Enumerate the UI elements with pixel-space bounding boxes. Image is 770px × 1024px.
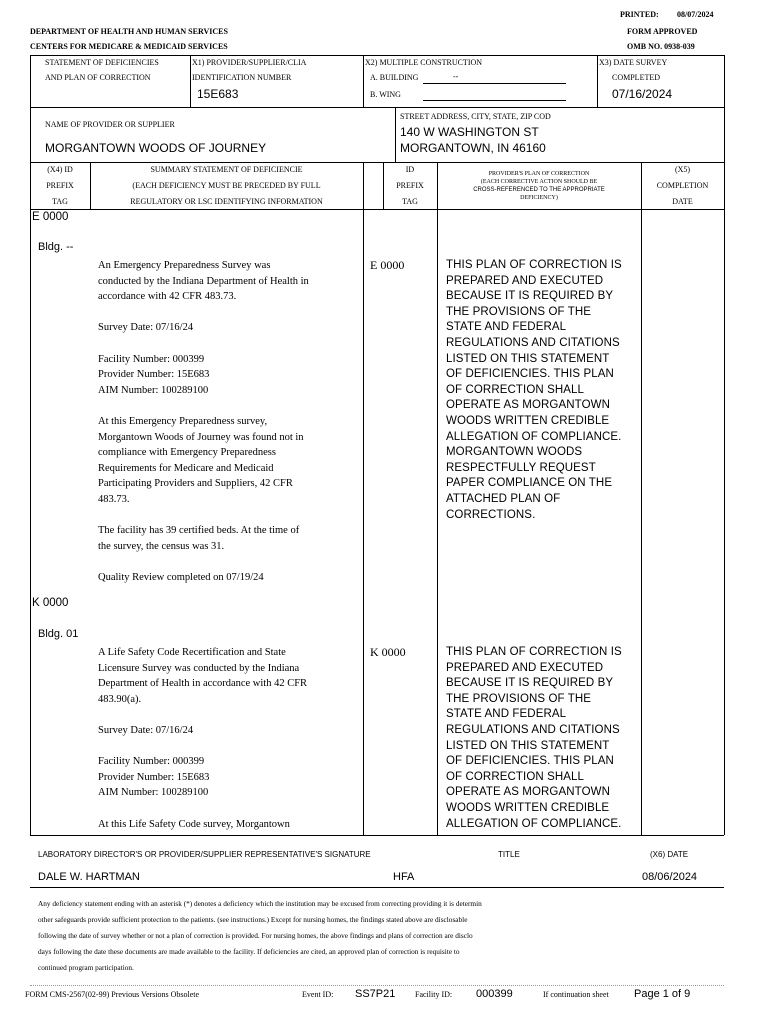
id-line2: PREFIX — [396, 181, 424, 190]
box4-line1: X3) DATE SURVEY — [599, 58, 668, 67]
box1-line1: STATEMENT OF DEFICIENCIES — [45, 58, 159, 67]
disclaimer — [38, 896, 728, 976]
text-line: ALLEGATION OF COMPLIANCE. — [446, 817, 622, 830]
form-number: FORM CMS-2567(02-99) Previous Versions Obsolete — [25, 990, 200, 999]
disclaimer-line: other safeguards provide sufficient protection to the patients. (see instructions.) Except for nursing homes, the findings stated above are disclosable — [38, 915, 468, 924]
e-id-tag: E 0000 — [370, 258, 405, 272]
city-state-zip: MORGANTOWN, IN 46160 — [400, 141, 546, 155]
printed-date: 08/07/2024 — [677, 10, 714, 19]
k-plan — [446, 645, 638, 832]
text-line: Provider Number: 15E683 — [98, 771, 210, 783]
text-line: WOODS WRITTEN CREDIBLE — [446, 414, 610, 427]
text-line: 483.90(a). — [98, 693, 142, 705]
text-line: The facility has 39 certified beds. At the time of — [98, 525, 300, 537]
k-id-tag: K 0000 — [370, 645, 406, 659]
text-line: OF CORRECTION SHALL — [446, 770, 585, 783]
text-line: conducted by the Indiana Department of Health in — [98, 275, 309, 287]
text-line: WOODS WRITTEN CREDIBLE — [446, 801, 610, 814]
provider-name-label: NAME OF PROVIDER OR SUPPLIER — [45, 120, 175, 129]
text-line: PREPARED AND EXECUTED — [446, 274, 604, 287]
text-line: PAPER COMPLIANCE ON THE — [446, 477, 613, 490]
summary-header-3: REGULATORY OR LSC IDENTIFYING INFORMATION — [130, 197, 323, 206]
box3-title: X2) MULTIPLE CONSTRUCTION — [365, 58, 483, 67]
facility-id-label: Facility ID: — [415, 990, 453, 999]
building-value: -- — [453, 72, 459, 81]
text-line: accordance with 42 CFR 483.73. — [98, 291, 237, 303]
text-line: CORRECTIONS. — [446, 508, 536, 521]
text-line — [98, 801, 360, 817]
e-tag: E 0000 — [32, 211, 69, 223]
page-number: Page 1 of 9 — [634, 988, 691, 1000]
text-line: PREPARED AND EXECUTED — [446, 661, 604, 674]
text-line — [98, 554, 360, 570]
disclaimer-line: following the date of survey whether or not a plan of correction is provided. For nursing homes, the above findings and plans of correction are disclo — [38, 931, 473, 940]
text-line: OPERATE AS MORGANTOWN — [446, 399, 610, 412]
text-line: OF DEFICIENCIES. THIS PLAN — [446, 368, 614, 381]
summary-header-2: (EACH DEFICIENCY MUST BE PRECEDED BY FULL — [132, 181, 321, 190]
text-line: REGULATIONS AND CITATIONS — [446, 723, 620, 736]
box2-line2: IDENTIFICATION NUMBER — [192, 73, 292, 82]
text-line: AIM Number: 100289100 — [98, 384, 209, 396]
building-label: A. BUILDING — [370, 73, 419, 82]
text-line: THIS PLAN OF CORRECTION IS — [446, 259, 622, 271]
text-line — [98, 508, 360, 524]
text-line: STATE AND FEDERAL — [446, 321, 567, 334]
text-line: BECAUSE IT IS REQUIRED BY — [446, 290, 614, 303]
text-line: 483.73. — [98, 493, 130, 505]
text-line — [98, 739, 360, 755]
text-line: RESPECTFULLY REQUEST — [446, 461, 596, 474]
text-line: At this Life Safety Code survey, Morgantown — [98, 818, 290, 830]
omb-number: OMB NO. 0938-039 — [627, 42, 695, 51]
signer-name: DALE W. HARTMAN — [38, 871, 140, 883]
text-line: Survey Date: 07/16/24 — [98, 322, 194, 334]
text-line: Facility Number: 000399 — [98, 353, 205, 365]
text-line: REGULATIONS AND CITATIONS — [446, 336, 620, 349]
text-line: THIS PLAN OF CORRECTION IS — [446, 646, 622, 658]
street-address: 140 W WASHINGTON ST — [400, 125, 539, 139]
continuation-label: If continuation sheet — [543, 990, 609, 999]
text-line: MORGANTOWN WOODS — [446, 446, 583, 459]
provider-name: MORGANTOWN WOODS OF JOURNEY — [45, 141, 267, 155]
plan-header-1: PROVIDER'S PLAN OF CORRECTION — [488, 171, 590, 177]
text-line: An Emergency Preparedness Survey was — [98, 260, 271, 271]
text-line: THE PROVISIONS OF THE — [446, 692, 592, 705]
text-line — [98, 336, 360, 352]
text-line: OF DEFICIENCIES. THIS PLAN — [446, 755, 614, 768]
box2-line1: X1) PROVIDER/SUPPLIER/CLIA — [192, 58, 307, 67]
text-line: Licensure Survey was conducted by the Indiana — [98, 662, 300, 674]
k-summary — [98, 645, 360, 832]
box1-line2: AND PLAN OF CORRECTION — [45, 73, 151, 82]
title-label: TITLE — [498, 850, 520, 859]
dept-name: DEPARTMENT OF HEALTH AND HUMAN SERVICES — [30, 27, 228, 36]
text-line: A Life Safety Code Recertification and State — [98, 647, 286, 658]
text-line: Department of Health in accordance with 42 CFR — [98, 678, 308, 690]
text-line: STATE AND FEDERAL — [446, 708, 567, 721]
plan-header-3: CROSS-REFERENCED TO THE APPROPRIATE — [473, 187, 605, 193]
text-line: Morgantown Woods of Journey was found not in — [98, 431, 304, 443]
text-line: Provider Number: 15E683 — [98, 369, 210, 381]
e-plan — [446, 258, 638, 523]
text-line — [98, 398, 360, 414]
text-line: AIM Number: 100289100 — [98, 787, 209, 799]
wing-label: B. WING — [370, 90, 401, 99]
text-line: At this Emergency Preparedness survey, — [98, 415, 268, 427]
survey-date-value: 07/16/2024 — [612, 87, 673, 101]
facility-id: 000399 — [476, 988, 513, 1000]
x4-line1: (X4) ID — [47, 165, 73, 174]
text-line: Requirements for Medicare and Medicaid — [98, 462, 274, 474]
text-line: THE PROVISIONS OF THE — [446, 305, 592, 318]
k-tag: K 0000 — [32, 597, 69, 609]
x5-line2: COMPLETION — [656, 181, 709, 190]
text-line: ATTACHED PLAN OF — [446, 492, 561, 505]
text-line: Survey Date: 07/16/24 — [98, 724, 194, 736]
disclaimer-line: days following the date these documents are made available to the facility. If deficiencies are cited, an approved plan of correction is requisite to — [38, 947, 460, 956]
text-line: BECAUSE IT IS REQUIRED BY — [446, 677, 614, 690]
signer-title: HFA — [393, 871, 415, 883]
form-approved: FORM APPROVED — [627, 27, 698, 36]
summary-header-1: SUMMARY STATEMENT OF DEFICIENCIE — [150, 165, 303, 174]
signature-label: LABORATORY DIRECTOR'S OR PROVIDER/SUPPLIER REPRESENTATIVE'S SIGNATURE — [38, 850, 371, 859]
text-line — [98, 305, 360, 321]
text-line: ALLEGATION OF COMPLIANCE. — [446, 430, 622, 443]
text-line: Participating Providers and Suppliers, 42 CFR — [98, 478, 293, 490]
plan-header-4: DEFICIENCY) — [520, 195, 558, 201]
provider-id-value: 15E683 — [197, 87, 239, 101]
event-id-label: Event ID: — [302, 990, 334, 999]
e-summary — [98, 258, 360, 585]
text-line: compliance with Emergency Preparedness — [98, 447, 276, 459]
text-line: OPERATE AS MORGANTOWN — [446, 786, 610, 799]
plan-header-2: (EACH CORRECTIVE ACTION SHOULD BE — [480, 179, 598, 185]
box4-line2: COMPLETED — [612, 73, 660, 82]
centers-name: CENTERS FOR MEDICARE & MEDICAID SERVICES — [30, 42, 228, 51]
signature-date: 08/06/2024 — [642, 871, 698, 883]
id-line1: ID — [405, 165, 415, 174]
id-line3: TAG — [402, 197, 418, 206]
event-id: SS7P21 — [355, 988, 396, 1000]
x4-line3: TAG — [52, 197, 68, 206]
text-line: OF CORRECTION SHALL — [446, 383, 585, 396]
text-line: LISTED ON THIS STATEMENT — [446, 352, 610, 365]
text-line: Quality Review completed on 07/19/24 — [98, 571, 264, 583]
text-line: the survey, the census was 31. — [98, 540, 225, 552]
disclaimer-line: Any deficiency statement ending with an asterisk (*) denotes a deficiency which the institution may be excused from correcting providing it is determin — [38, 899, 482, 908]
x5-line3: DATE — [672, 197, 693, 206]
k-bldg: Bldg. 01 — [38, 628, 79, 640]
x4-line2: PREFIX — [46, 181, 74, 190]
x5-line1: (X5) — [674, 165, 691, 174]
printed-label: PRINTED: — [620, 10, 659, 19]
text-line: Facility Number: 000399 — [98, 756, 205, 768]
e-bldg: Bldg. -- — [38, 241, 74, 253]
disclaimer-line: continued program participation. — [38, 963, 134, 972]
text-line: LISTED ON THIS STATEMENT — [446, 739, 610, 752]
address-label: STREET ADDRESS, CITY, STATE, ZIP COD — [400, 112, 551, 121]
x6-date-label: (X6) DATE — [650, 850, 689, 859]
text-line — [98, 707, 360, 723]
